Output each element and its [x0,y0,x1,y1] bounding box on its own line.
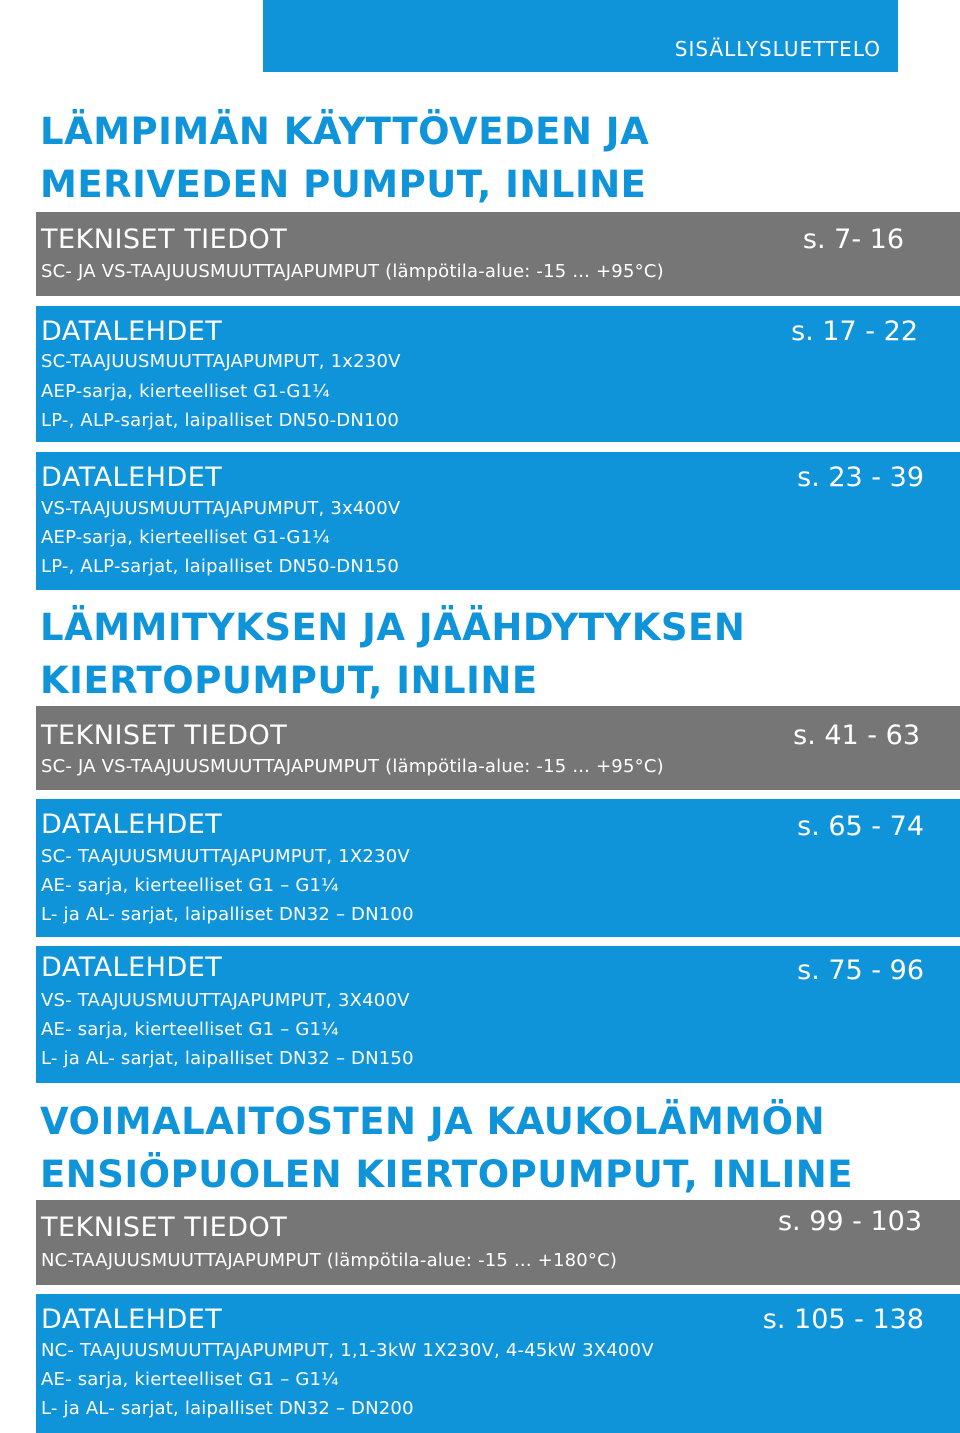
entry-line: NC- TAAJUUSMUUTTAJAPUMPUT, 1,1-3kW 1X230V, 4-45kW 3X400V [41,1340,654,1361]
toc-entry[interactable] [36,212,960,296]
toc-entry[interactable] [36,946,960,1083]
entry-line: L- ja AL- sarjat, laipalliset DN32 – DN200 [41,1398,414,1419]
entry-pages: s. 75 - 96 [797,955,924,986]
section-heading [40,105,649,211]
section-heading [40,1095,853,1201]
entry-title: TEKNISET TIEDOT [41,1212,288,1243]
entry-pages: s. 7- 16 [802,224,904,255]
entry-pages: s. 17 - 22 [791,316,918,347]
entry-pages: s. 23 - 39 [797,462,924,493]
entry-line: AE- sarja, kierteelliset G1 – G1¼ [41,1019,339,1040]
entry-pages: s. 65 - 74 [797,811,924,842]
toc-entry[interactable] [36,799,960,937]
entry-line: SC- TAAJUUSMUUTTAJAPUMPUT, 1X230V [41,846,410,867]
entry-title: TEKNISET TIEDOT [41,224,288,255]
section-heading-line: VOIMALAITOSTEN JA KAUKOLÄMMÖN [40,1100,826,1143]
entry-pages: s. 99 - 103 [777,1206,922,1237]
entry-title: DATALEHDET [41,952,223,983]
entry-line: VS- TAAJUUSMUUTTAJAPUMPUT, 3X400V [41,990,410,1011]
section-heading [40,601,745,707]
entry-line: L- ja AL- sarjat, laipalliset DN32 – DN100 [41,904,414,925]
entry-line: L- ja AL- sarjat, laipalliset DN32 – DN150 [41,1048,414,1069]
entry-line: AE- sarja, kierteelliset G1 – G1¼ [41,1369,339,1390]
section-heading-line: MERIVEDEN PUMPUT, INLINE [40,163,647,206]
entry-line: LP-, ALP-sarjat, laipalliset DN50-DN100 [41,410,399,431]
toc-tab [263,0,898,72]
entry-title: DATALEHDET [41,462,223,493]
entry-line: VS-TAAJUUSMUUTTAJAPUMPUT, 3x400V [41,498,401,519]
entry-pages: s. 105 - 138 [762,1304,924,1335]
toc-entry[interactable] [36,706,960,790]
entry-title: TEKNISET TIEDOT [41,720,288,751]
entry-title: DATALEHDET [41,1304,223,1335]
entry-line: LP-, ALP-sarjat, laipalliset DN50-DN150 [41,556,399,577]
toc-entry[interactable] [36,306,960,442]
entry-line: SC-TAAJUUSMUUTTAJAPUMPUT, 1x230V [41,351,401,372]
section-heading-line: LÄMPIMÄN KÄYTTÖVEDEN JA [40,110,650,153]
entry-line: AEP-sarja, kierteelliset G1-G1¼ [41,381,330,402]
section-heading-line: LÄMMITYKSEN JA JÄÄHDYTYKSEN [40,606,746,649]
entry-line: NC-TAAJUUSMUUTTAJAPUMPUT (lämpötila-alue: -15 ... +180°C) [41,1250,618,1271]
entry-line: SC- JA VS-TAAJUUSMUUTTAJAPUMPUT (lämpötila-alue: -15 ... +95°C) [41,756,664,777]
entry-line: AE- sarja, kierteelliset G1 – G1¼ [41,875,339,896]
entry-title: DATALEHDET [41,809,223,840]
toc-entry[interactable] [36,1294,960,1433]
toc-entry[interactable] [36,1200,960,1285]
entry-pages: s. 41 - 63 [793,720,920,751]
section-heading-line: KIERTOPUMPUT, INLINE [40,659,538,702]
entry-line: SC- JA VS-TAAJUUSMUUTTAJAPUMPUT (lämpötila-alue: -15 ... +95°C) [41,261,664,282]
section-heading-line: ENSIÖPUOLEN KIERTOPUMPUT, INLINE [40,1153,854,1196]
toc-entry[interactable] [36,452,960,590]
toc-label: SISÄLLYSLUETTELO [674,37,881,61]
entry-title: DATALEHDET [41,316,223,347]
entry-line: AEP-sarja, kierteelliset G1-G1¼ [41,527,330,548]
